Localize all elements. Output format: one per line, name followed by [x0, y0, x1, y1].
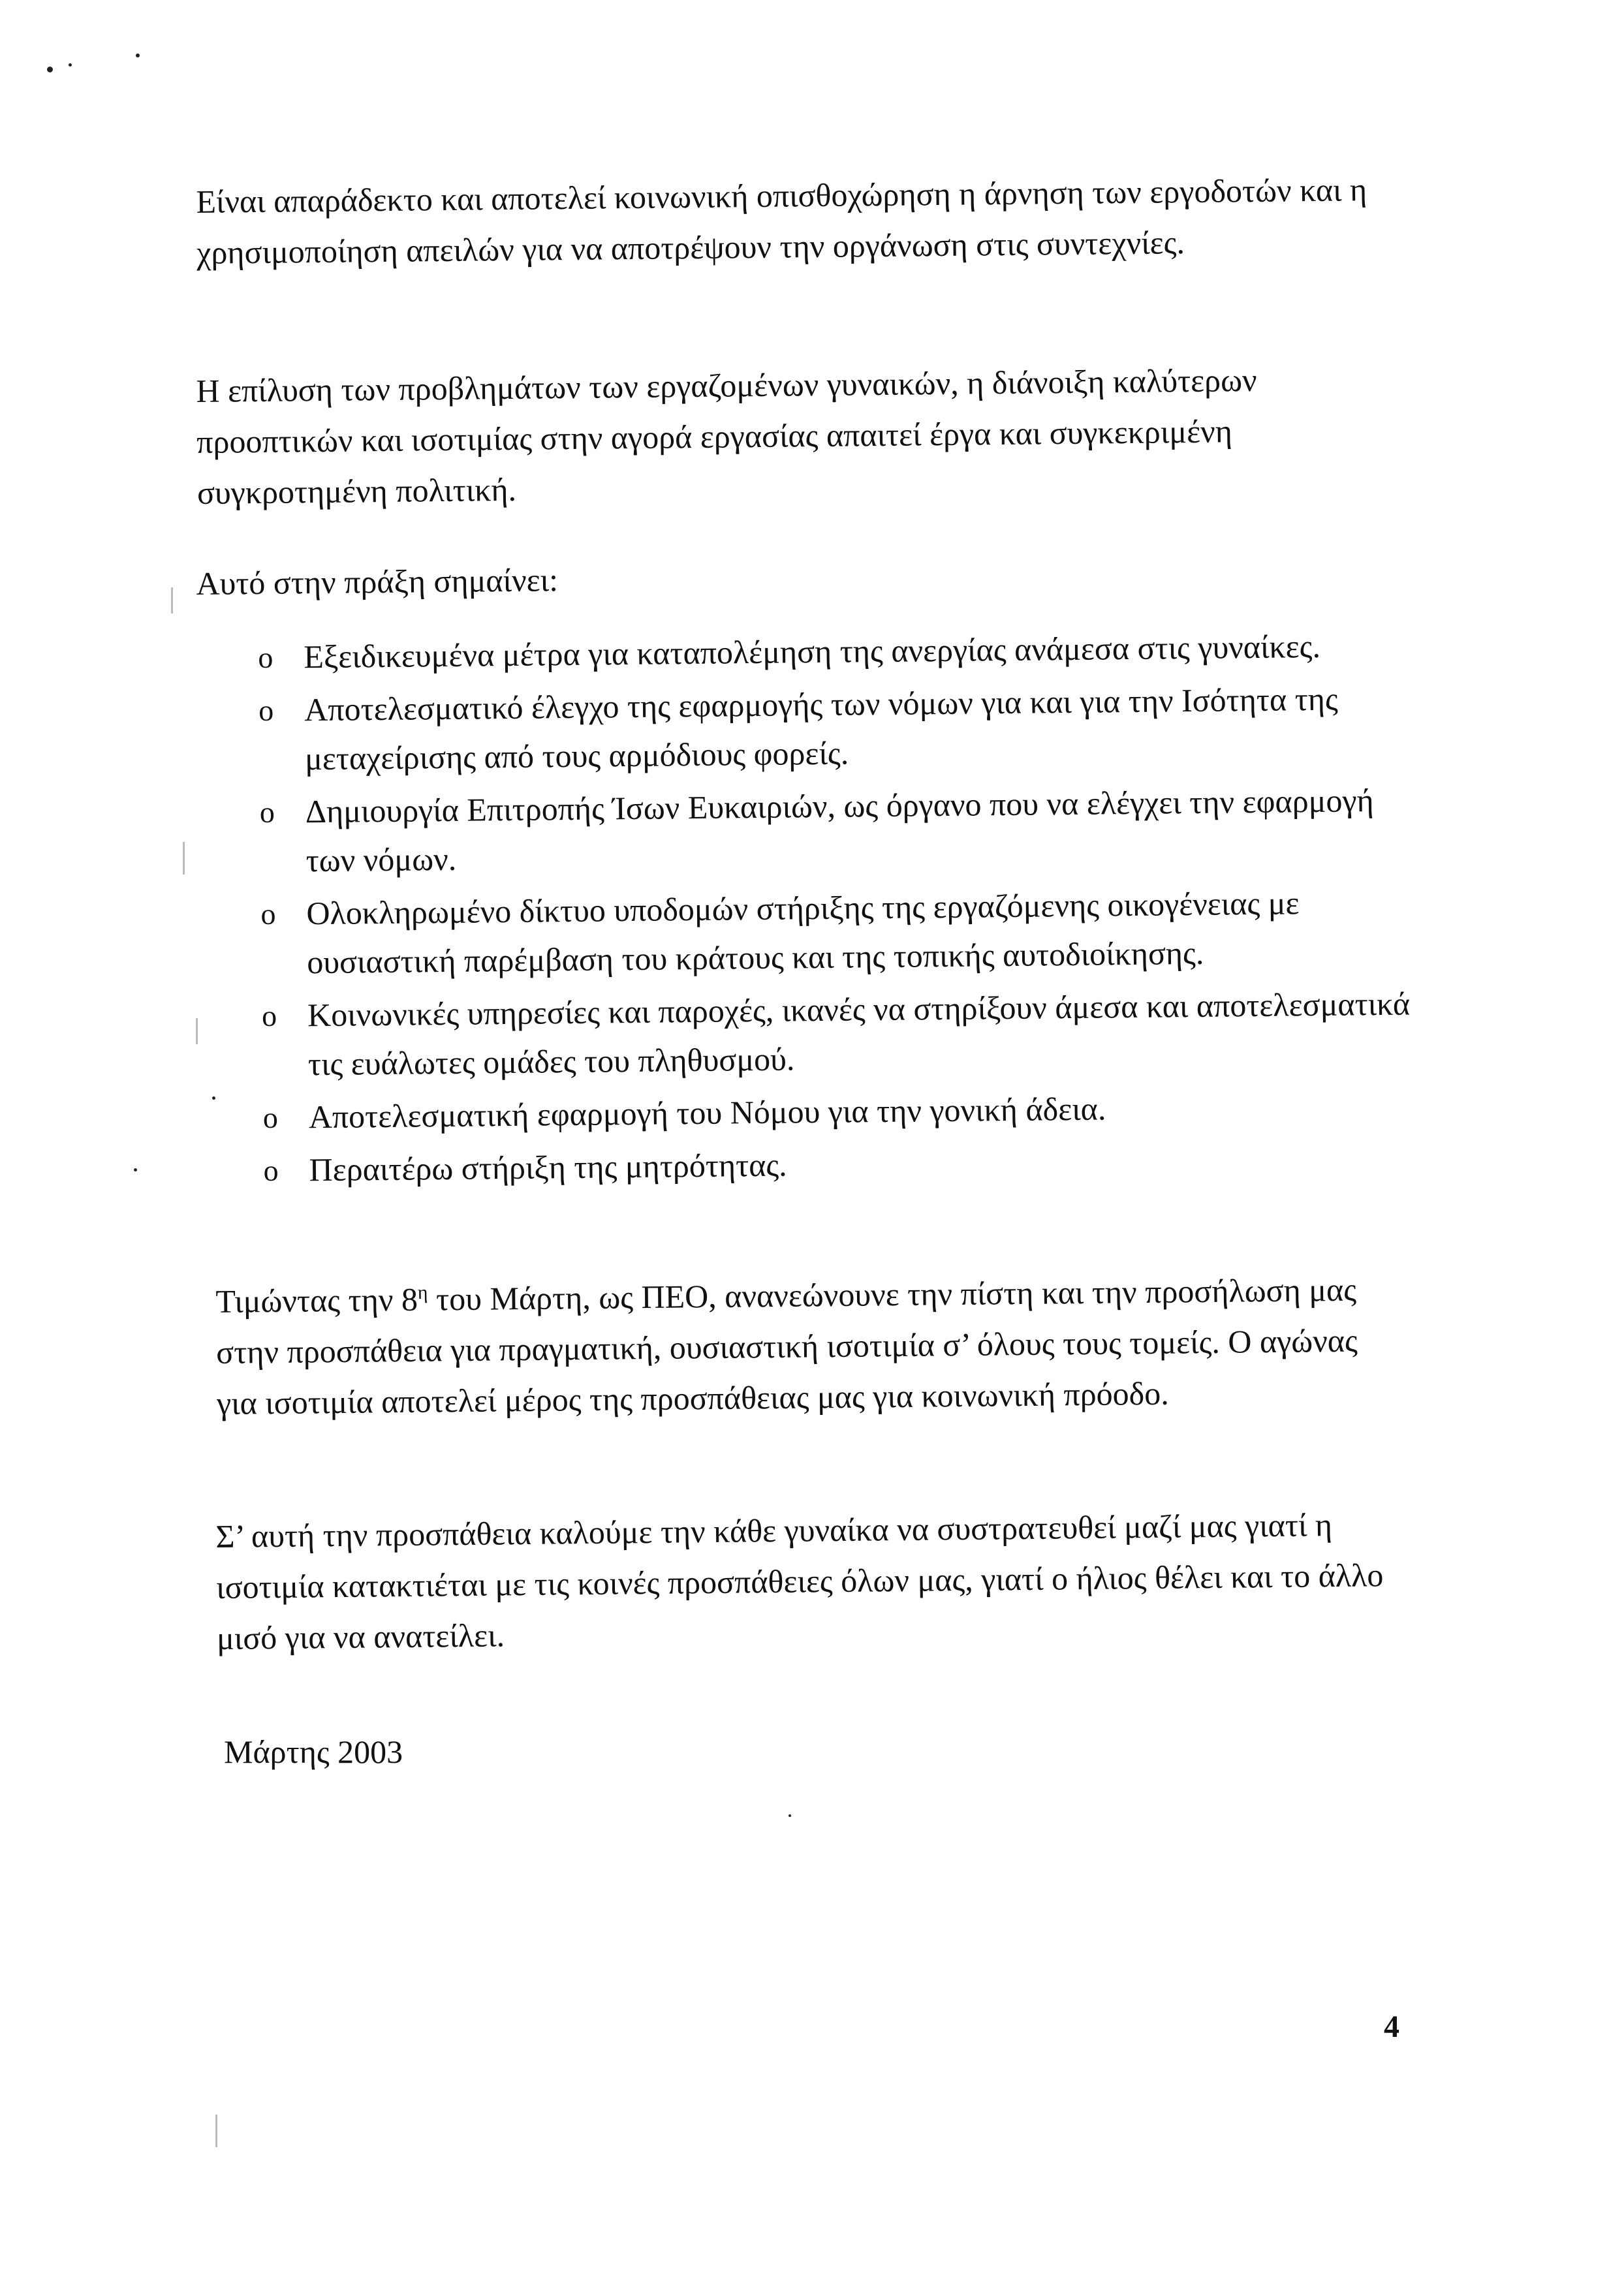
- bullet-icon: o: [258, 693, 274, 727]
- list-item-text: Αποτελεσματικό έλεγχο της εφαρμογής των νόμων για και για την Ισότητα της μεταχείρισης από τους αρμόδιους φορείς.: [304, 680, 1338, 777]
- list-item: [263, 1134, 1413, 1195]
- paragraph-text: Τιμώντας την 8: [215, 1280, 418, 1320]
- bullet-icon: o: [259, 795, 275, 829]
- list-item-text: Ολοκληρωμένο δίκτυο υποδομών στήριξης της εργαζόμενης οικογένειας με ουσιαστική παρέμβαση του κράτους και της τοπικής αυτοδιοίκησης.: [306, 884, 1300, 981]
- list-item: [262, 1081, 1412, 1142]
- list-item: [260, 878, 1410, 987]
- list-item-text: Εξειδικευμένα μέτρα για καταπολέμηση της ανεργίας ανάμεσα στις γυναίκες.: [304, 627, 1321, 675]
- bullet-icon: o: [262, 1100, 279, 1134]
- list-item: [258, 621, 1407, 682]
- scan-margin-mark: [183, 842, 185, 875]
- scan-speck: [212, 1096, 215, 1100]
- bullet-icon: o: [258, 640, 273, 674]
- bullet-icon: o: [263, 1153, 279, 1187]
- bullet-icon: o: [260, 897, 276, 931]
- list-item-text: Περαιτέρω στήριξη της μητρότητας.: [309, 1146, 787, 1188]
- paragraph-text: του Μάρτη, ως ΠΕΟ, ανανεώνουνε την πίστη και την προσήλωση μας στην προσπάθεια για πραγματική, ουσιαστική ισοτιμία σ’ όλους τους τομείς. Ο αγώνας για ισοτιμία αποτελεί μέρος της προσπάθειας μας για κοινωνική πρόοδο.: [215, 1271, 1358, 1421]
- scan-speck: [134, 1168, 137, 1171]
- paragraph-problems: Η επίλυση των προβλημάτων των εργαζομένων γυναικών, η διάνοιξη καλύτερων προοπτικών και ισοτιμίας στην αγορά εργασίας απαιτεί έργα και συγκεκριμένη συγκροτημένη πολιτική.: [196, 361, 1257, 511]
- page-number: 4: [1384, 2009, 1399, 2044]
- paragraph-employers: Είναι απαράδεκτο και αποτελεί κοινωνική οπισθοχώρηση η άρνηση των εργοδοτών και η χρησιμοποίηση απειλών για να αποτρέψουν την οργάνωση στις συντεχνίες.: [196, 171, 1367, 271]
- scan-speck: [69, 63, 72, 67]
- scan-margin-mark: [171, 587, 173, 613]
- list-item: [258, 674, 1408, 784]
- measures-list: [258, 621, 1413, 1199]
- list-item-text: Αποτελεσματική εφαρμογή του Νόμου για την γονική άδεια.: [308, 1090, 1106, 1136]
- scan-speck: [136, 54, 140, 57]
- list-item: [262, 980, 1411, 1089]
- paragraph-call-to-women: Σ’ αυτή την προσπάθεια καλούμε την κάθε γυναίκα να συστρατευθεί μαζί μας γιατί η ισοτιμία κατακτιέται με τις κοινές προσπάθειες όλων μας, γιατί ο ήλιος θέλει και το άλλο μισό για να ανατείλει.: [215, 1506, 1384, 1656]
- scan-speck: [789, 1814, 791, 1817]
- scan-margin-mark: [196, 1018, 198, 1044]
- list-item: [259, 776, 1409, 886]
- paragraph-march-8: [215, 1264, 1392, 1429]
- scan-speck: [47, 67, 53, 72]
- ordinal-superscript: η: [417, 1281, 428, 1304]
- paragraph-in-practice: Αυτό στην πράξη σημαίνει:: [196, 561, 559, 602]
- list-item-text: Κοινωνικές υπηρεσίες και παροχές, ικανές να στηρίξουν άμεσα και αποτελεσματικά τις ευάλωτες ομάδες του πληθυσμού.: [307, 985, 1411, 1083]
- list-item-text: Δημιουργία Επιτροπής Ίσων Ευκαιριών, ως όργανο που να ελέγχει την εφαρμογή των νόμων.: [305, 782, 1374, 879]
- scan-margin-mark: [215, 2115, 217, 2147]
- document-date: Μάρτης 2003: [224, 1733, 403, 1770]
- bullet-icon: o: [261, 999, 277, 1032]
